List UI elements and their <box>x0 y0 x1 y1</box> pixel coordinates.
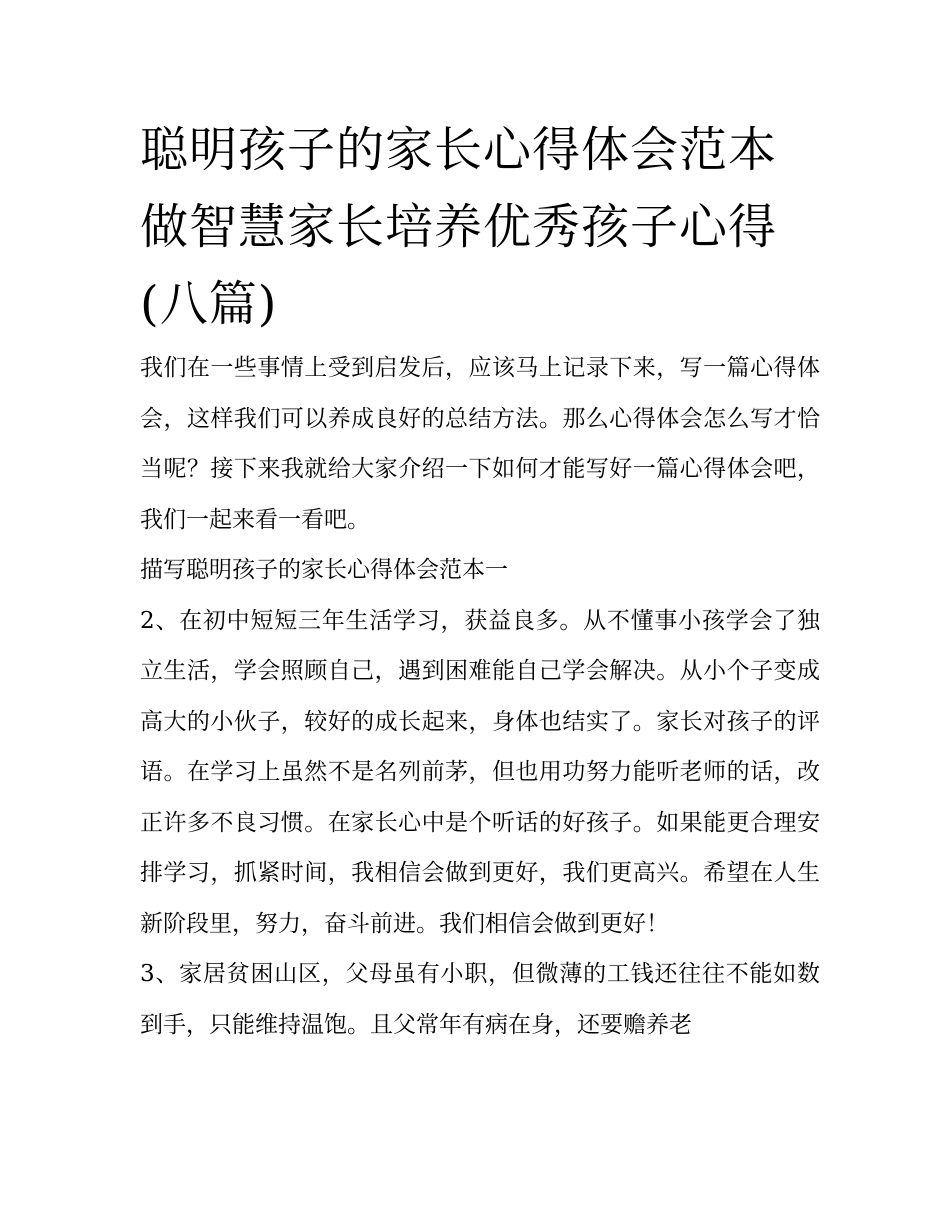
body-paragraph-2: 3、家居贫困山区，父母虽有小职，但微薄的工钱还往往不能如数到手，只能维持温饱。且父常年有病在身，还要赡养老 <box>140 961 820 1038</box>
body-paragraph-1: 2、在初中短短三年生活学习，获益良多。从不懂事小孩学会了独立生活，学会照顾自己，遇到困难能自己学会解决。从小个子变成高大的小伙子，较好的成长起来，身体也结实了。家长对孩子的评语。在学习上虽然不是名列前茅，但也用功努力能听老师的话，改正许多不良习惯。在家长心中是个听话的好孩子。如果能更合理安排学习，抓紧时间，我相信会做到更好，我们更高兴。希望在人生新阶段里，努力，奋斗前进。我们相信会做到更好！ <box>140 607 820 937</box>
intro-paragraph: 我们在一些事情上受到启发后，应该马上记录下来，写一篇心得体会，这样我们可以养成良好的总结方法。那么心得体会怎么写才恰当呢？接下来我就给大家介绍一下如何才能写好一篇心得体会吧，我们一起来看一看吧。 <box>140 355 820 533</box>
document-title: 聪明孩子的家长心得体会范本做智慧家长培养优秀孩子心得(八篇) <box>140 122 778 332</box>
document-page <box>140 112 820 1050</box>
section-heading: 描写聪明孩子的家长心得体会范本一 <box>140 557 508 583</box>
